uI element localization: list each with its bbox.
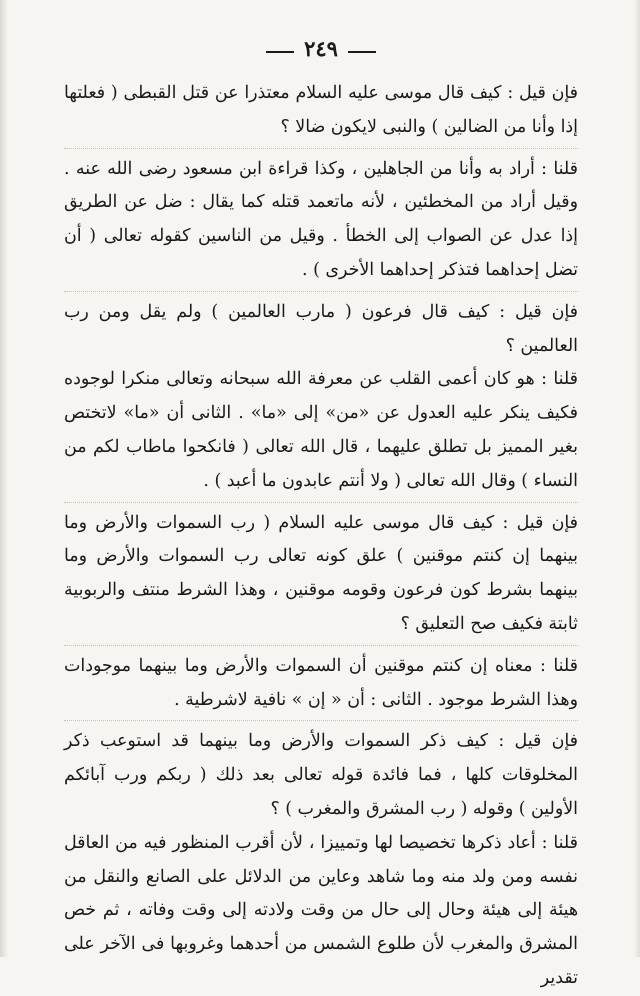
page-header bbox=[64, 36, 578, 61]
header-dash-right bbox=[348, 51, 376, 53]
scan-edge-left bbox=[0, 0, 8, 957]
paragraph-answer-4: قلنا : أعاد ذكرها تخصيصا لها وتمييزا ، لأن أقرب المنظور فيه من العاقل نفسه ومن ولد منه وما شاهد وعاين من الدلائل على الصانع والنقل من هيئة إلى هيئة وحال إلى حال من وقت ولادته إلى وقت وفاته ، ثم خص المشرق والمغرب لأن طلوع الشمس من أحدهما وغروبها فى الآخر على تقدير bbox=[64, 832, 578, 988]
page-body bbox=[64, 77, 578, 996]
paragraph-question-1: فإن قيل : كيف قال موسى عليه السلام معتذرا عن قتل القبطى ( فعلتها إذا وأنا من الضالين ) والنبى لايكون ضالا ؟ bbox=[64, 83, 578, 137]
section-divider bbox=[64, 291, 578, 292]
paragraph-answer-3: قلنا : معناه إن كنتم موقنين أن السموات والأرض وما بينهما موجودات وهذا الشرط موجود . الثانى : أن « إن » نافية لاشرطية . bbox=[64, 655, 578, 710]
section-divider bbox=[64, 148, 578, 149]
paragraph-answer-1: قلنا : أراد به وأنا من الجاهلين ، وكذا قراءة ابن مسعود رضى الله عنه . وقيل أراد من المخطئين ، لأنه ماتعمد قتله كما يقال : ضل عن الطريق إذا عدل عن الصواب إلى الخطأ . وقيل من الناسين كقوله تعالى ( أن تضل إحداهما فتذكر إحداهما الأخرى ) . bbox=[64, 158, 578, 280]
section-divider bbox=[64, 502, 578, 503]
section-divider bbox=[64, 720, 578, 721]
paragraph-question-3: فإن قيل : كيف قال موسى عليه السلام ( رب السموات والأرض وما بينهما إن كنتم موقنين ) علق كونه تعالى رب السموات والأرض وما بينهما بشرط كون فرعون وقومه موقنين ، وهذا الشرط منتف والربوبية ثابتة فكيف صح التعليق ؟ bbox=[64, 512, 578, 634]
page-number: ٢٤٩ bbox=[304, 36, 338, 61]
section-divider bbox=[64, 645, 578, 646]
paragraph-answer-2: قلنا : هو كان أعمى القلب عن معرفة الله سبحانه وتعالى منكرا لوجوده فكيف ينكر عليه العدول عن «من» إلى «ما» . الثانى أن «ما» لاتختص بغير المميز بل تطلق عليهما ، قال الله تعالى ( فانكحوا ماطاب لكم من النساء ) وقال الله تعالى ( ولا أنتم عابدون ما أعبد ) . bbox=[64, 369, 578, 491]
paragraph-question-2: فإن قيل : كيف قال فرعون ( مارب العالمين ) ولم يقل ومن رب العالمين ؟ bbox=[64, 301, 578, 356]
paragraph-question-4: فإن قيل : كيف ذكر السموات والأرض وما بينهما قد استوعب ذكر المخلوقات كلها ، فما فائدة قوله تعالى بعد ذلك ( ربكم ورب آبائكم الأولين ) وقوله ( رب المشرق والمغرب ) ؟ bbox=[64, 731, 578, 819]
scan-edge-right bbox=[634, 0, 640, 957]
header-dash-left bbox=[266, 51, 294, 53]
